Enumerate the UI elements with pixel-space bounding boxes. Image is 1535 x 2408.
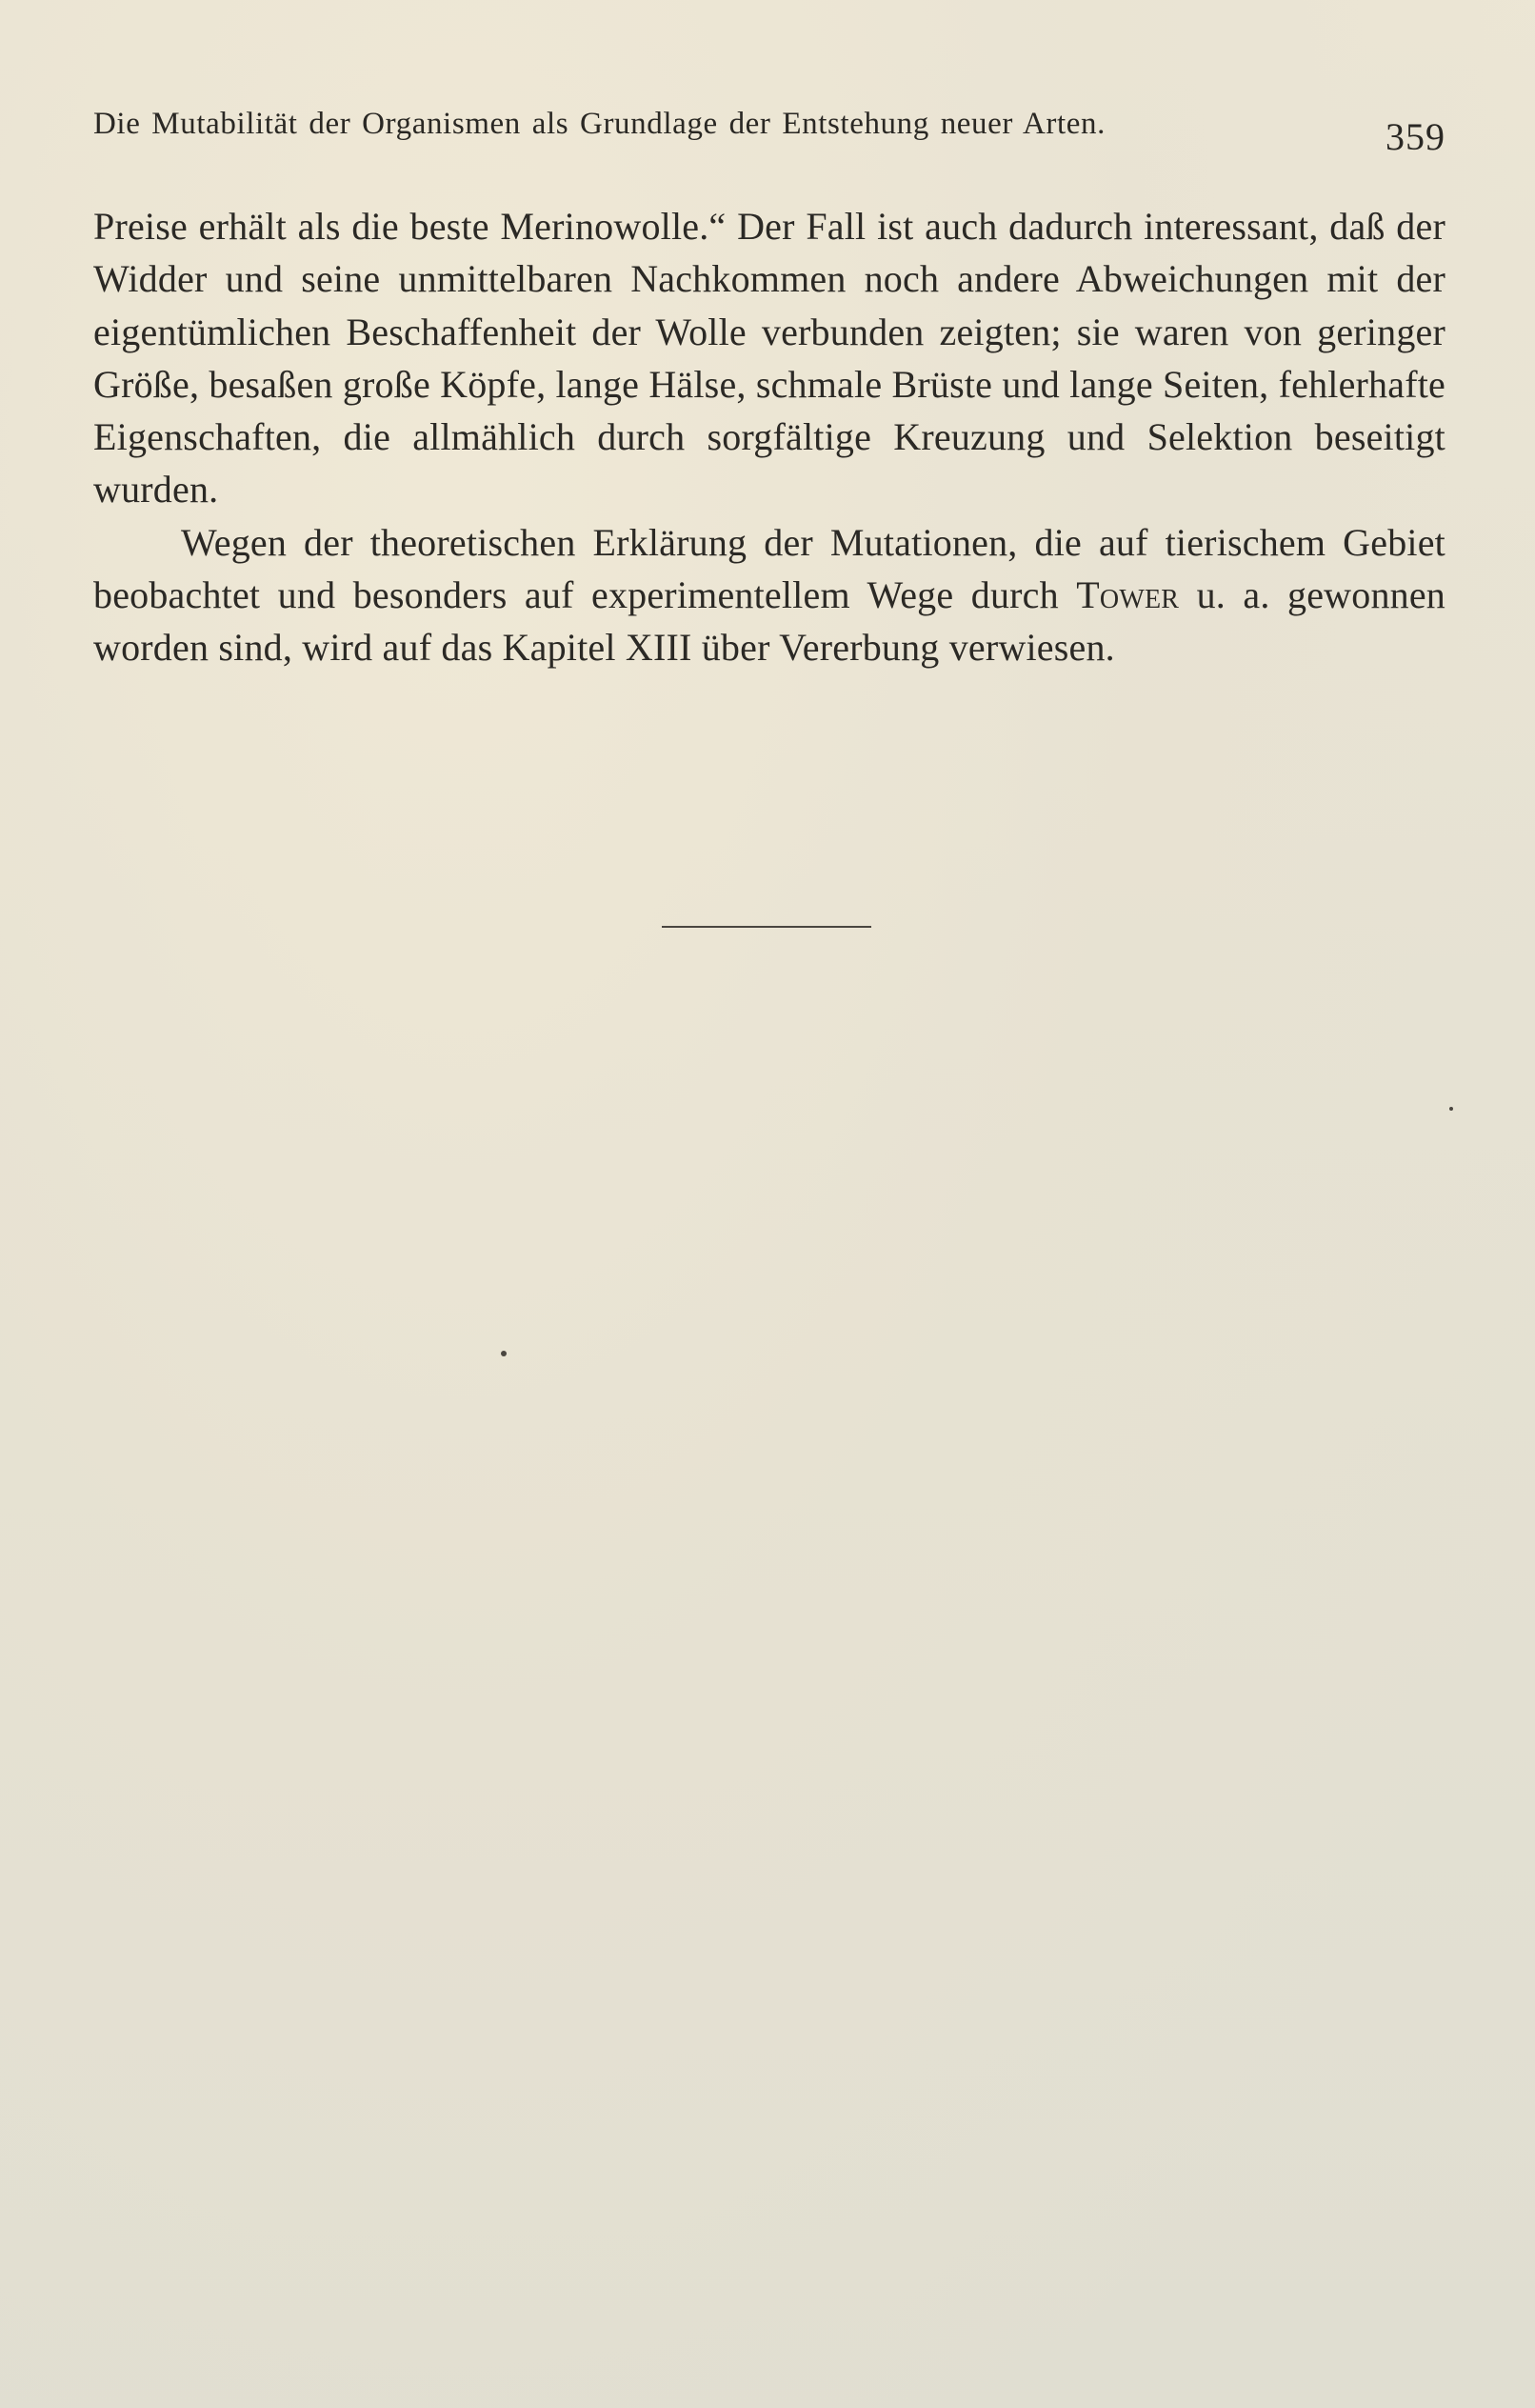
body-text: [93, 200, 1445, 674]
paragraph-1: Preise erhält als die beste Merinowolle.“ Der Fall ist auch dadurch interessant, daß der Widder und seine unmittelbaren Nachkommen noch andere Abweichungen mit der eigentümlichen Beschaffenheit der Wolle verbunden zeigten; sie waren von geringer Größe, besaßen große Köpfe, lange Hälse, schmale Brüste und lange Seiten, fehlerhafte Eigenschaften, die allmählich durch sorgfältige Kreuzung und Selektion beseitigt wurden.: [93, 205, 1445, 512]
paper-speck: [1449, 1107, 1453, 1111]
paragraph-2: [93, 516, 1445, 674]
page-number: 359: [1385, 115, 1445, 158]
running-title: Die Mutabilität der Organismen als Grundlage der Entstehung neuer Arten.: [93, 107, 1106, 141]
author-name: Tower: [1076, 573, 1180, 617]
page-header: [93, 107, 1445, 164]
paragraph-2-text-end: u. a. gewonnen worden sind, wird auf das Kapitel XIII über Vererbung verwiesen.: [93, 573, 1446, 670]
paper-speck: [501, 1351, 507, 1356]
paragraph-2-text-start: Wegen der theoretischen Erklärung der Mutationen, die auf tierischem Gebiet beobachtet und besonders auf experimentellem Wege durch: [93, 520, 1445, 617]
section-end-rule: [662, 926, 871, 928]
